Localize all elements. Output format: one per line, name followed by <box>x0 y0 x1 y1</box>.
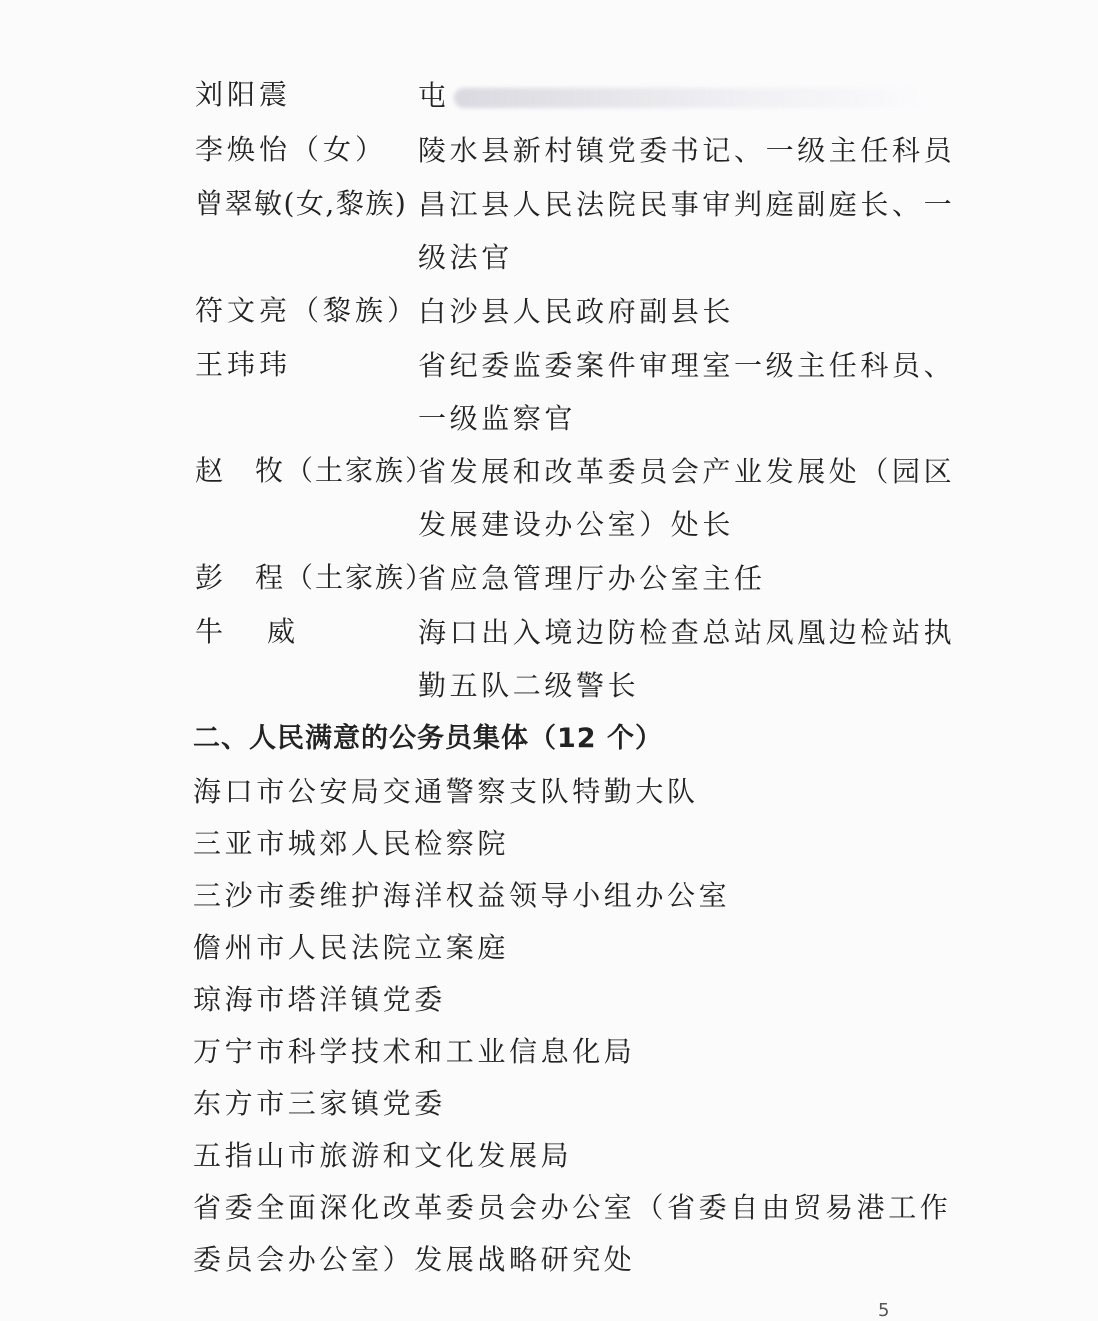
person-name: 曾翠敏(女,黎族) <box>195 187 408 220</box>
person-name: 李焕怡（女） <box>195 133 388 166</box>
person-name: 刘阳震 <box>195 78 292 111</box>
section-heading: 二、人民满意的公务员集体（12 个） <box>193 723 663 754</box>
page-number: 5 <box>878 1300 890 1321</box>
list-item: 省委全面深化改革委员会办公室（省委自由贸易港工作委员会办公室）发展战略研究处 <box>193 1191 952 1276</box>
list-item: 东方市三家镇党委 <box>193 1087 446 1120</box>
collective-list <box>193 774 963 1286</box>
person-title: 海口出入境边防检查总站凤凰边检站执勤五队二级警长 <box>418 616 956 702</box>
person-title: 陵水县新村镇党委书记、一级主任科员 <box>418 134 956 167</box>
list-item: 三沙市委维护海洋权益领导小组办公室 <box>193 879 731 912</box>
person-name: 牛 威 <box>195 615 304 648</box>
person-title: 省应急管理厅办公室主任 <box>418 562 766 595</box>
person-name: 赵 牧（土家族） <box>195 454 436 487</box>
list-item: 万宁市科学技术和工业信息化局 <box>193 1035 636 1068</box>
person-name: 彭 程（土家族） <box>195 561 436 594</box>
redaction-blur <box>454 88 924 108</box>
person-name: 王玮玮 <box>195 348 292 381</box>
person-title <box>418 69 958 122</box>
list-item: 海口市公安局交通警察支队特勤大队 <box>193 775 699 808</box>
list-item: 三亚市城郊人民检察院 <box>193 827 510 860</box>
list-item: 五指山市旅游和文化发展局 <box>193 1139 573 1172</box>
person-title: 省纪委监委案件审理室一级主任科员、一级监察官 <box>418 349 956 435</box>
person-title: 省发展和改革委员会产业发展处（园区发展建设办公室）处长 <box>418 455 956 541</box>
person-title-text: 屯 <box>418 79 450 112</box>
person-name: 符文亮（黎族） <box>195 294 420 327</box>
person-title: 昌江县人民法院民事审判庭副庭长、一级法官 <box>418 188 956 274</box>
list-item: 儋州市人民法院立案庭 <box>193 931 510 964</box>
person-title: 白沙县人民政府副县长 <box>418 295 735 328</box>
list-item: 琼海市塔洋镇党委 <box>193 983 446 1016</box>
